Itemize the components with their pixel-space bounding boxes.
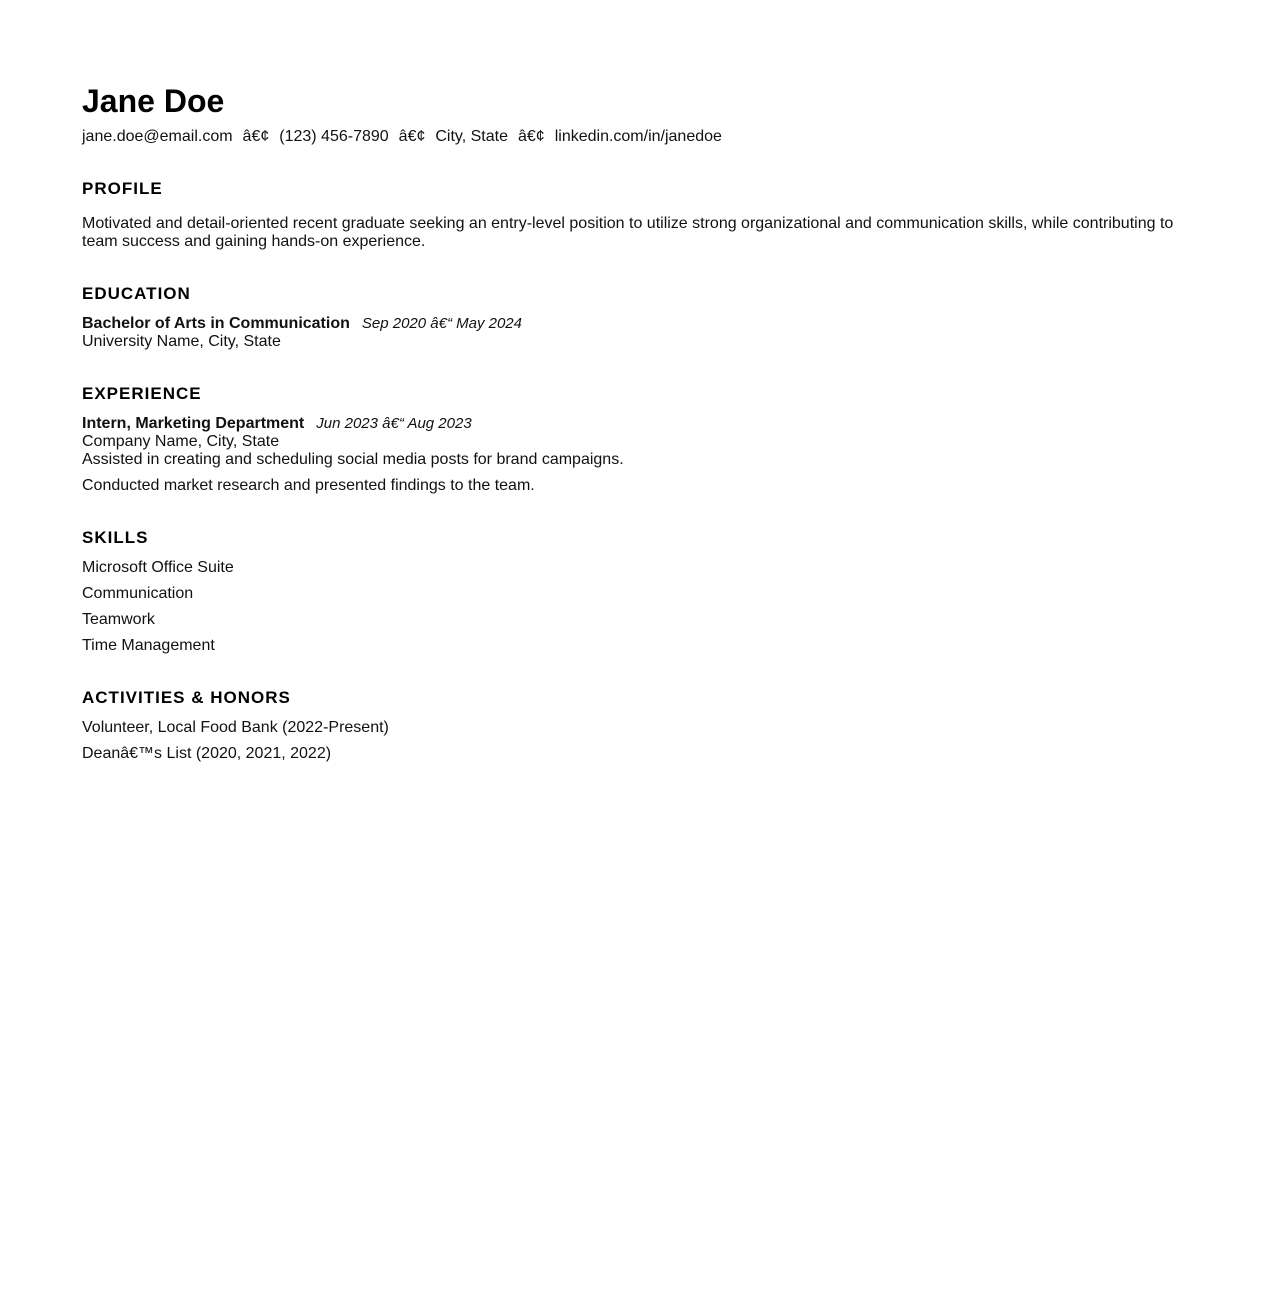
contact-email: jane.doe@email.com bbox=[82, 128, 233, 145]
contact-separator: â€¢ bbox=[242, 128, 270, 145]
activities-list bbox=[82, 719, 1192, 763]
profile-summary: Motivated and detail-oriented recent graduate seeking an entry-level position to utilize strong organizational and communication skills, while contributing to team success and gaining hands-on experience. bbox=[82, 215, 1174, 250]
experience-entry-header bbox=[82, 415, 1192, 433]
education-school: University Name, City, State bbox=[82, 333, 281, 350]
contact-separator: â€¢ bbox=[398, 128, 426, 145]
experience-dates: Jun 2023 â€“ Aug 2023 bbox=[316, 415, 472, 432]
activity-item: Volunteer, Local Food Bank (2022-Present) bbox=[82, 719, 389, 736]
skills-heading: SKILLS bbox=[82, 528, 149, 547]
experience-heading: EXPERIENCE bbox=[82, 384, 202, 403]
experience-company: Company Name, City, State bbox=[82, 433, 280, 450]
education-dates: Sep 2020 â€“ May 2024 bbox=[361, 315, 522, 332]
activities-heading: ACTIVITIES & HONORS bbox=[82, 688, 291, 707]
resume-page bbox=[82, 82, 1192, 771]
experience-bullet: Assisted in creating and scheduling social media posts for brand campaigns. bbox=[82, 451, 624, 468]
skill-item: Microsoft Office Suite bbox=[82, 559, 234, 576]
skill-item: Communication bbox=[82, 585, 194, 602]
education-degree: Bachelor of Arts in Communication bbox=[82, 315, 350, 332]
profile-heading: PROFILE bbox=[82, 179, 163, 198]
contact-location: City, State bbox=[435, 128, 508, 145]
education-heading: EDUCATION bbox=[82, 284, 191, 303]
contact-phone: (123) 456-7890 bbox=[279, 128, 389, 145]
candidate-name: Jane Doe bbox=[82, 83, 225, 119]
contact-separator: â€¢ bbox=[518, 128, 545, 145]
activity-item: Deanâ€™s List (2020, 2021, 2022) bbox=[82, 745, 332, 762]
skills-list bbox=[82, 559, 1192, 655]
skill-item: Teamwork bbox=[82, 611, 155, 628]
contact-linkedin: linkedin.com/in/janedoe bbox=[554, 128, 722, 145]
contact-line bbox=[82, 128, 1192, 146]
experience-bullet: Conducted market research and presented findings to the team. bbox=[82, 477, 535, 494]
education-entry-header bbox=[82, 315, 1192, 333]
experience-role: Intern, Marketing Department bbox=[82, 415, 305, 432]
skill-item: Time Management bbox=[82, 637, 215, 654]
